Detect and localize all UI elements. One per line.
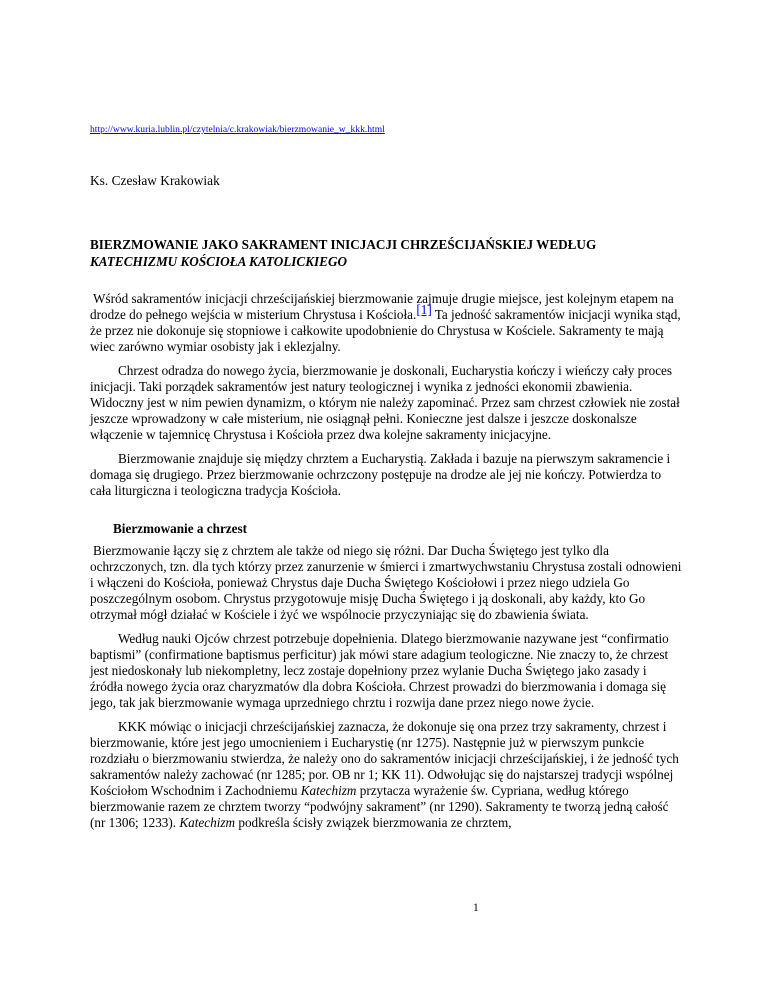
intro-text-part2: Ta jedność sakramentów inicjacji wynika stąd, że przez nie dokonuje się stopniowe i całkowite upodobnienie do Chrystusa w Kościele. Sakramenty te mają wiec zarówno wymiar osobisty jak i eklezjalny. [90, 307, 681, 354]
section-p3-text-a: KKK mówiąc o inicjacji chrześcijańskiej zaznacza, że dokonuje się ona przez trzy sakramenty, chrzest i bierzmowanie, które jest jego umocnieniem i Eucharystię (nr 1275). Następnie już w pierwszym punkcie rozdziału o bierzmowaniu stwierdza, że należy ono do sakramentów inicjacji chrześcijańskiej, i że jedność tych sakramentów należy zachować (nr 1285; por. OB nr 1; KK 11). Odwołując się do najstarszej tradycji wspólnej Kościołom Wschodnim i Zachodniemu [90, 719, 679, 798]
paragraph-3: Bierzmowanie znajduje się między chrztem a Eucharystią. Zakłada i bazuje na pierwszym sakramencie i domaga się drugiego. Przez bierzmowanie ochrzczony postępuje na drodze ale jej nie kończy. Potwierdza to cała liturgiczna i teologiczna tradycja Kościoła. [90, 451, 671, 498]
intro-paragraph [90, 291, 682, 355]
title-line-2: KATECHIZMU KOŚCIOŁA KATOLICKIEGO [90, 254, 347, 269]
section-paragraph-3 [90, 719, 682, 831]
title-line-1: BIERZMOWANIE JAKO SAKRAMENT INICJACJI CHRZEŚCIJAŃSKIEJ WEDŁUG [90, 237, 597, 252]
section-p3-emphasis-1: Katechizm [300, 783, 357, 798]
section-p3-text-b: przytacza wyrażenie św. Cypriana, według którego bierzmowanie razem ze chrztem tworzy “podwójny sakrament” (nr 1290). Sakramenty te tworzą jedną całość (nr 1306; 1233). [90, 783, 669, 830]
article-body [90, 291, 682, 839]
paragraph-2: Chrzest odradza do nowego życia, bierzmowanie je doskonali, Eucharystia kończy i wieńczy cały proces inicjacji. Taki porządek sakramentów jest natury teologicznej i wynika z jedności ekonomii zbawienia. Widoczny jest w nim pewien dynamizm, o którym nie należy zapominać. Przez sam chrzest człowiek nie został jeszcze wprowadzony w całe misterium, nie osiągnął pełni. Konieczne jest dalsze i jeszcze doskonalsze włączenie w tajemnicę Chrystusa i Kościoła przez dwa kolejne sakramenty inicjacyjne. [90, 363, 680, 442]
section-paragraph-1: Bierzmowanie łączy się z chrztem ale także od niego się różni. Dar Ducha Świętego jest tylko dla ochrzczonych, tzn. dla tych którzy przez zanurzenie w śmierci i zmartwychwstaniu Chrystusa zostali odnowieni i włączeni do Kościoła, ponieważ Chrystus daje Ducha Świętego Kościołowi i przez niego udziela Go poszczególnym osobom. Chrystus przygotowuje misję Ducha Świętego i ją doskonali, aby każdy, kto Go otrzymał mógł działać w Kościele i żyć we wspólnocie przyczyniając się do zbawienia świata. [90, 543, 682, 622]
section-paragraph-2: Według nauki Ojców chrzest potrzebuje dopełnienia. Dlatego bierzmowanie nazywane jest “confirmatio baptismi” (confirmatione baptismus perficitur) jak mówi stare adagium teologiczne. Nie znaczy to, że chrzest jest niedoskonały lub niekompletny, lecz zostaje dopełniony przez wylanie Ducha Świętego jako zasady i źródła nowego życia oraz charyzmatów dla dobra Kościoła. Chrzest prowadzi do bierzmowania i domaga się jego, tak jak bierzmowanie wymaga uprzedniego chrztu i rozwija dane przez niego nowe życie. [90, 631, 669, 710]
section-p3-emphasis-2: Katechizm [179, 815, 236, 830]
author-name: Ks. Czesław Krakowiak [90, 173, 220, 188]
footnote-link[interactable]: [1] [416, 302, 432, 317]
section-p3-text-c: podkreśla ścisły związek bierzmowania ze chrztem, [235, 815, 512, 830]
section-heading: Bierzmowanie a chrzest [113, 521, 248, 536]
source-url-link[interactable]: http://www.kuria.lublin.pl/czytelnia/c.krakowiak/bierzmowanie_w_kkk.html [90, 124, 385, 135]
intro-text-part1: Wśród sakramentów inicjacji chrześcijańskiej bierzmowanie zajmuje drugie miejsce, jest kolejnym etapem na drodze do pełnego wejścia w misterium Chrystusa i Kościoła. [90, 291, 674, 322]
page-number: 1 [473, 902, 479, 914]
article-title [90, 236, 682, 270]
